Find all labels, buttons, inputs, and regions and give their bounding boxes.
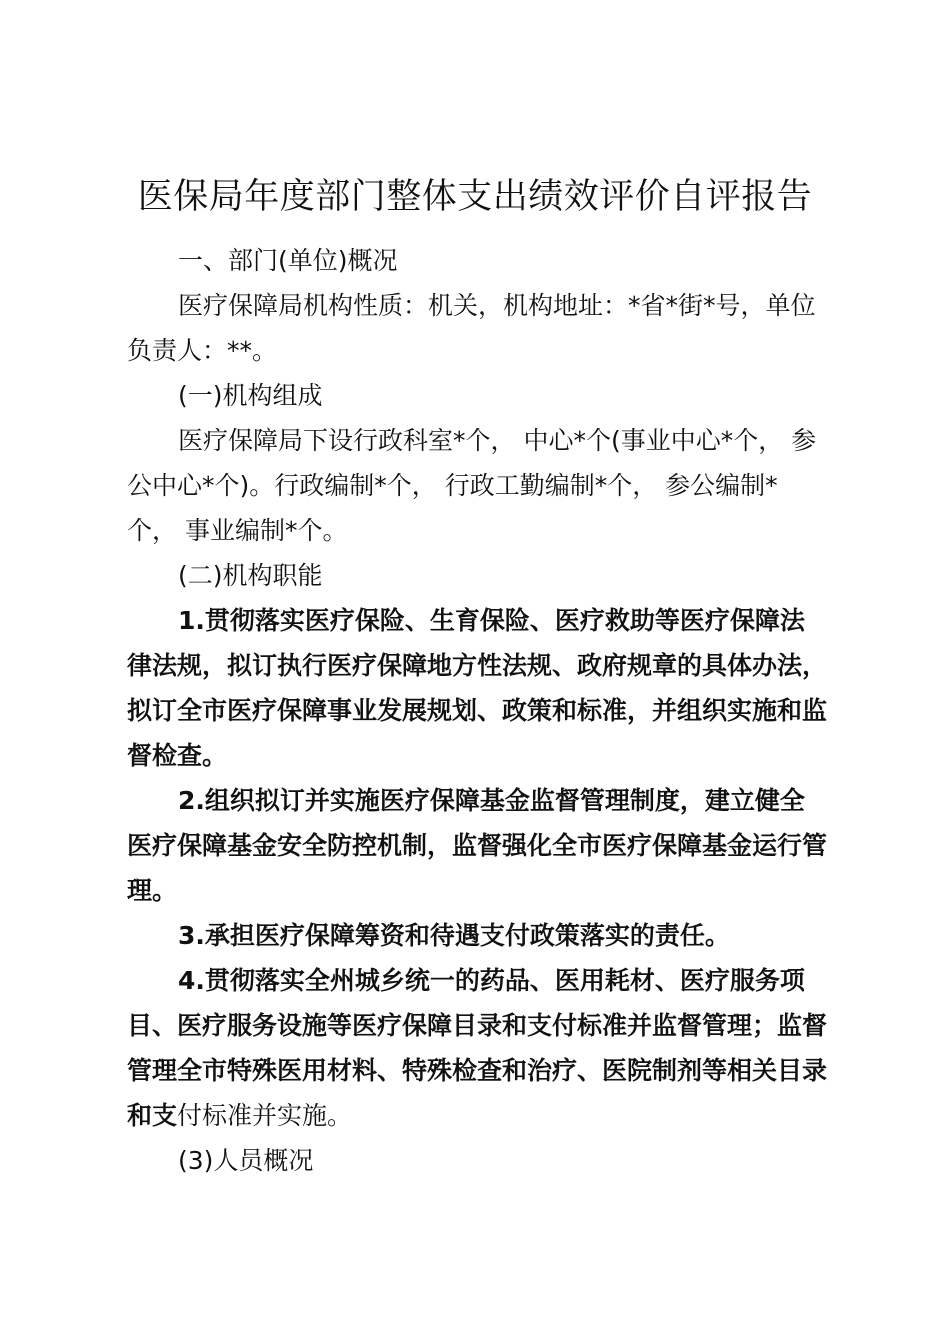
paragraph-organization-info: 医疗保障局机构性质：机关，机构地址：*省*街*号，单位负责人：**。 [127, 291, 816, 365]
section-heading-overview: 一、部门(单位)概况 [178, 246, 398, 275]
function-item-4-regular-text: 付标准并实施。 [177, 1101, 353, 1130]
function-item-4 [127, 958, 827, 1138]
function-item-3: 3.承担医疗保障筹资和待遇支付政策落实的责任。 [178, 921, 730, 950]
subsection-heading-personnel: (3)人员概况 [178, 1146, 314, 1175]
paragraph-composition: 医疗保障局下设行政科室*个， 中心*个(事业中心*个， 参公中心*个)。行政编制*个， 行政工勤编制*个， 参公编制*个， 事业编制*个。 [127, 426, 817, 545]
subsection-heading-functions: (二)机构职能 [178, 561, 323, 590]
function-item-2: 2.组织拟订并实施医疗保障基金监督管理制度，建立健全医疗保障基金安全防控机制，监督强化全市医疗保障基金运行管理。 [127, 786, 828, 905]
document-body [127, 238, 827, 1183]
function-item-1: 1.贯彻落实医疗保险、生育保险、医疗救助等医疗保障法律法规，拟订执行医疗保障地方性法规、政府规章的具体办法，拟订全市医疗保障事业发展规划、政策和标准，并组织实施和监督检查。 [127, 606, 828, 770]
document-title: 医保局年度部门整体支出绩效评价自评报告 [137, 177, 813, 217]
function-item-4-bold-text: 4.贯彻落实全州城乡统一的药品、医用耗材、医疗服务项目、医疗服务设施等医疗保障目录和支付标准并监督管理；监督管理全市特殊医用材料、特殊检查和治疗、医院制剂等相关目录和支 [127, 966, 828, 1130]
subsection-heading-composition: (一)机构组成 [178, 381, 323, 410]
